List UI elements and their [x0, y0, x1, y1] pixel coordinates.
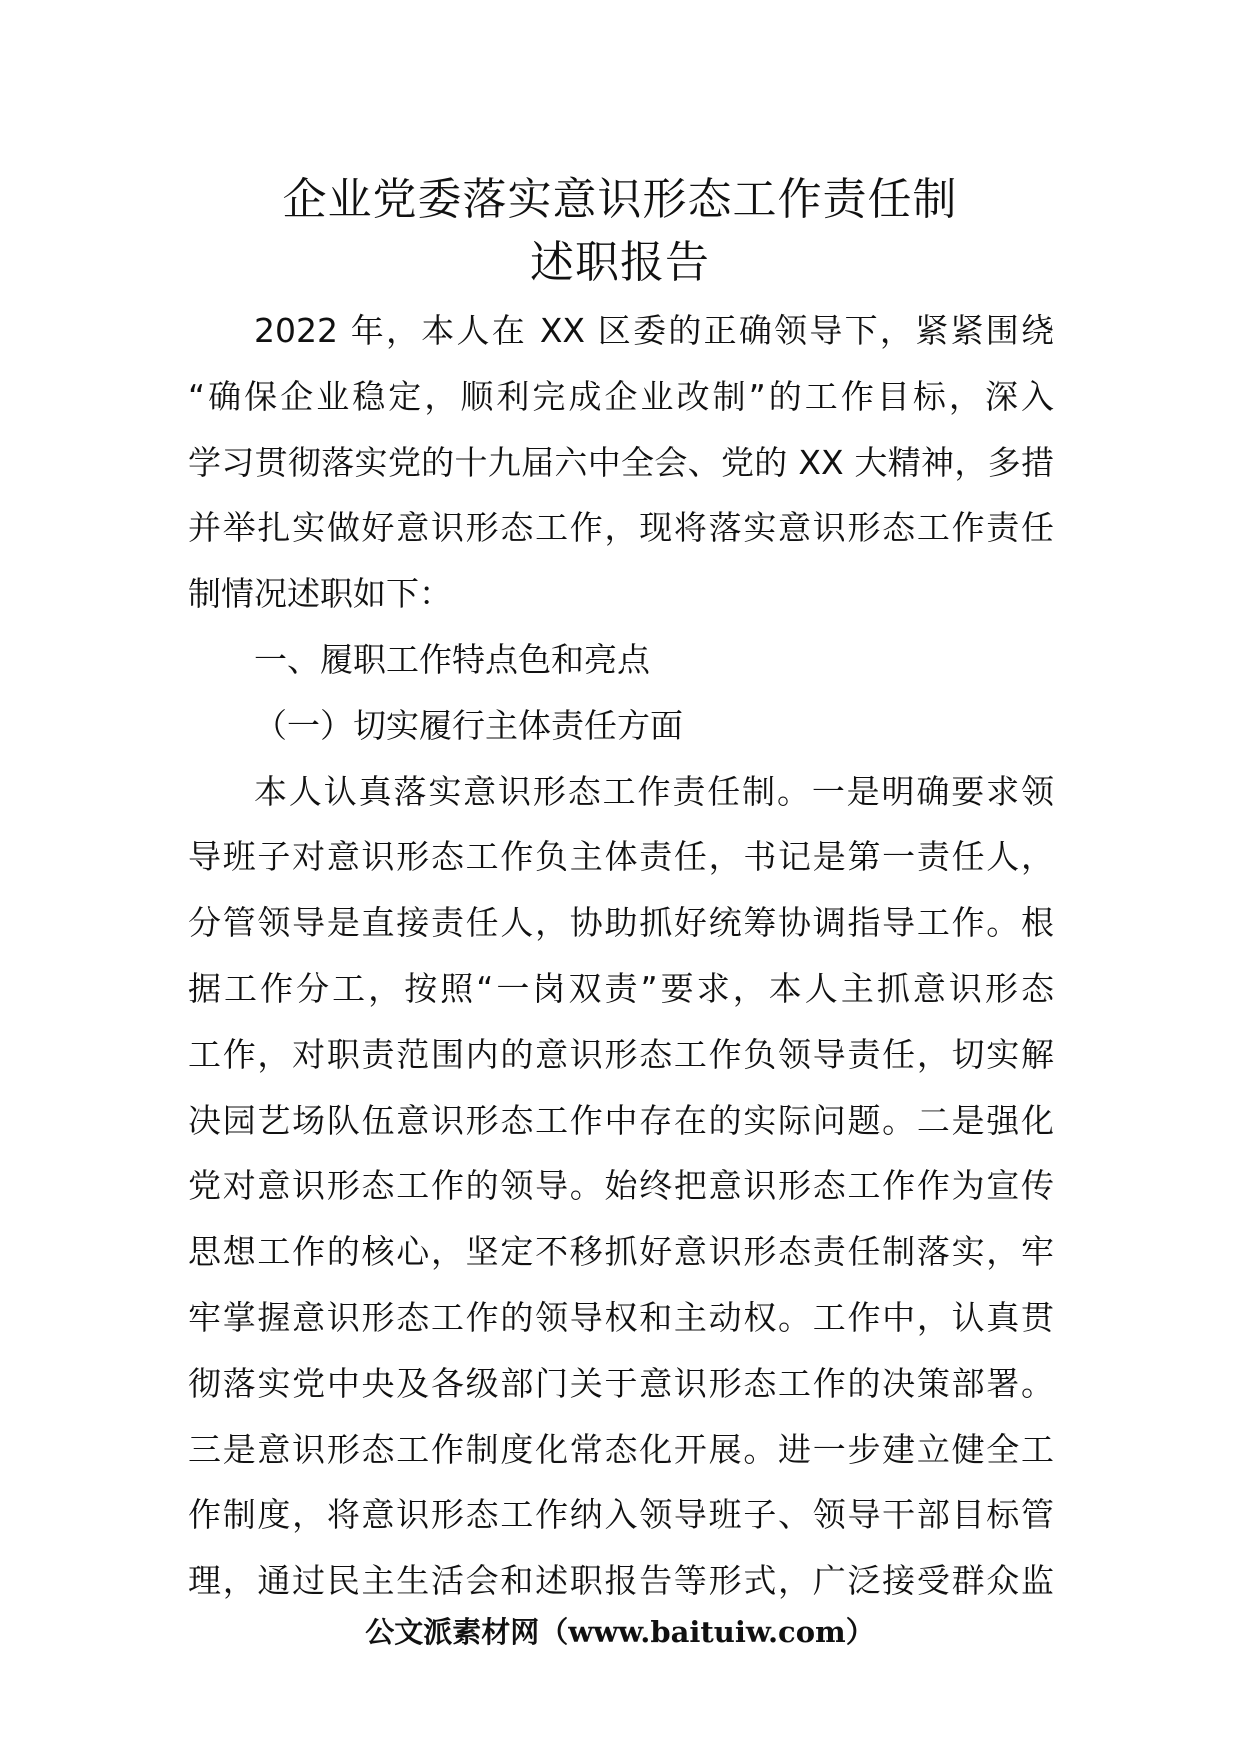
footer-watermark: 公文派素材网（www.baituiw.com）	[365, 1615, 875, 1649]
body-line: 制情况述职如下：	[188, 574, 452, 614]
body-line: 党对意识形态工作的领导。始终把意识形态工作作为宣传	[188, 1166, 1054, 1206]
document-body	[188, 298, 1054, 1614]
document-title-line-1: 企业党委落实意识形态工作责任制	[282, 174, 958, 225]
body-line: 作制度，将意识形态工作纳入领导班子、领导干部目标管	[188, 1495, 1054, 1535]
body-line: 2022 年，本人在 XX 区委的正确领导下，紧紧围绕	[254, 311, 1054, 350]
body-line: “确保企业稳定，顺利完成企业改制”的工作目标，深入	[188, 376, 1054, 416]
body-line: 彻落实党中央及各级部门关于意识形态工作的决策部署。	[188, 1363, 1054, 1403]
body-line: 本人认真落实意识形态工作责任制。一是明确要求领	[254, 771, 1054, 811]
body-line: 理，通过民主生活会和述职报告等形式，广泛接受群众监	[188, 1561, 1054, 1601]
subsection-heading: （一）切实履行主体责任方面	[254, 705, 683, 745]
body-line: 导班子对意识形态工作负主体责任，书记是第一责任人，	[188, 837, 1054, 877]
body-line: 思想工作的核心，坚定不移抓好意识形态责任制落实，牢	[188, 1232, 1054, 1272]
body-line: 并举扎实做好意识形态工作，现将落实意识形态工作责任	[188, 508, 1054, 548]
body-line: 学习贯彻落实党的十九届六中全会、党的 XX 大精神，多措	[188, 442, 1054, 482]
section-heading: 一、履职工作特点色和亮点	[254, 639, 650, 679]
body-line: 分管领导是直接责任人，协助抓好统筹协调指导工作。根	[188, 903, 1054, 943]
body-line: 决园艺场队伍意识形态工作中存在的实际问题。二是强化	[188, 1100, 1054, 1140]
body-line: 据工作分工，按照“一岗双责”要求，本人主抓意识形态	[188, 968, 1054, 1008]
body-line: 工作，对职责范围内的意识形态工作负领导责任，切实解	[188, 1034, 1054, 1074]
body-line: 牢掌握意识形态工作的领导权和主动权。工作中，认真贯	[188, 1297, 1054, 1337]
document-title-line-2: 述职报告	[530, 237, 710, 288]
body-line: 三是意识形态工作制度化常态化开展。进一步建立健全工	[188, 1429, 1054, 1469]
